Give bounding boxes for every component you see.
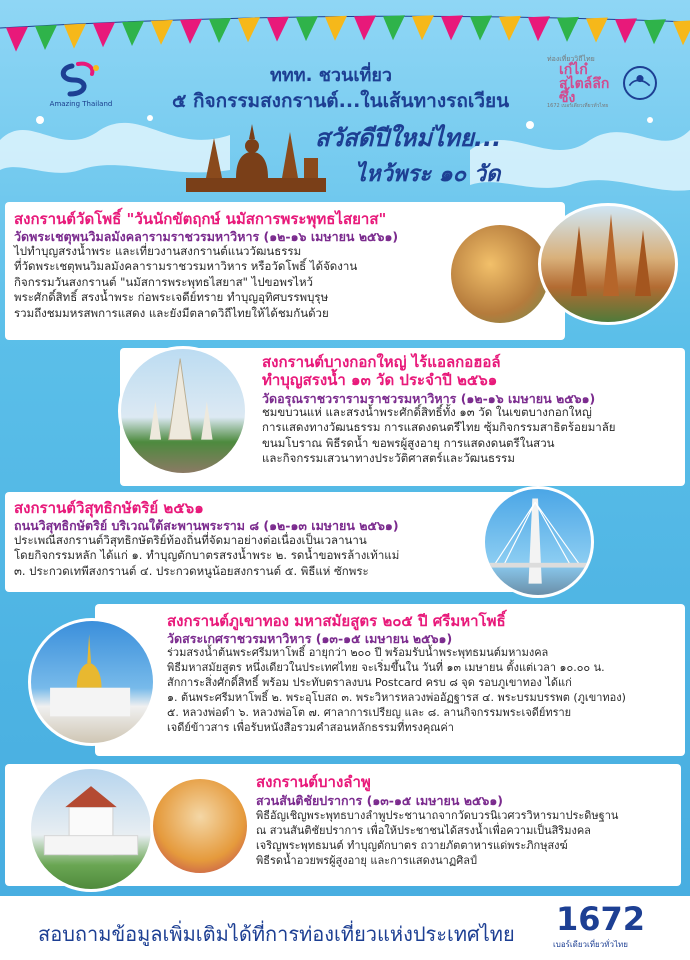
body-line: รวมถึงชมมหรสพการแสดง และยังมีตลาดวิถีไทยให้ได้ชมกันด้วย: [14, 305, 329, 320]
flag: [151, 20, 173, 45]
flag: [499, 16, 521, 41]
flag: [238, 17, 260, 42]
photo-phra-sumen-fort: [28, 766, 154, 892]
footer-hotline-subtitle: เบอร์เดียวเที่ยวทั่วไทย: [553, 940, 628, 949]
flag: [470, 16, 492, 41]
section-title-wat-pho: สงกรานต์วัดโพธิ์ "วันนักขัตฤกษ์ นมัสการพระพุทธไสยาส": [14, 210, 387, 228]
section-body-golden-mount: [167, 645, 626, 735]
flag: [528, 16, 550, 41]
body-line: ๑. ต้นพระศรีมหาโพธิ์ ๒. พระอุโบสถ ๓. พระวิหารหลวงพ่ออัฏฐารส ๔. พระบรมบรรพต (ภูเขาทอง): [167, 691, 626, 704]
body-line: โดยกิจกรรมหลัก ได้แก่ ๑. ทำบุญตักบาตรสรงน้ำพระ ๒. รดน้ำขอพรล้างเท้าแม่: [14, 548, 400, 563]
section-body-wisut-kasat: [14, 533, 399, 579]
section-body-wat-pho: [14, 244, 357, 321]
body-line: ๕. หลวงพ่อดำ ๖. หลวงพ่อโต ๗. ศาลาการเปรียญ และ ๘. ลานกิจกรรมพระเจดีย์ทราย: [167, 706, 572, 719]
body-line: เจดีย์ข้าวสาร เพื่อรับหนังสือรวมคำสอนหลักธรรมที่ทรงคุณค่า: [167, 721, 454, 734]
tat-logo: [547, 54, 677, 110]
body-line: ชมขบวนแห่ และสรงน้ำพระศักดิ์สิทธิ์ทั้ง ๑๓ วัด ในเขตบางกอกใหญ่: [262, 405, 592, 419]
flag: [93, 22, 115, 47]
body-line: พิธีอัญเชิญพระพุทธบางลำพูประชานาถจากวัดบวรนิเวศวรวิหารมาประดิษฐาน: [256, 809, 619, 822]
section-title-bangkok-yai-line2: ทำบุญสรงน้ำ ๑๓ วัด ประจำปี ๒๕๖๑: [262, 371, 498, 389]
section-subtitle-wat-pho: วัดพระเชตุพนวิมลมังคลารามราชวรมหาวิหาร (๑๒-๑๖ เมษายน ๒๕๖๑): [14, 229, 399, 244]
body-line: พิธีมหาสมัยสูตร หนึ่งเดียวในประเทศไทย จะเริ่มขึ้นใน วันที่ ๑๓ เมษายน ตั้งแต่เวลา ๑๐.๐๐ น.: [167, 661, 605, 674]
section-title-bangkok-yai: สงกรานต์บางกอกใหญ่ ไร้แอลกอฮอล์: [262, 353, 501, 371]
body-line: การแสดงทางวัฒนธรรม การแสดงดนตรีไทย ซุ้มกิจกรรมสาธิตร้อยมาลัย: [262, 420, 616, 435]
body-line: พระศักดิ์สิทธิ์ สรงน้ำพระ ก่อพระเจดีย์ทราย ทำบุญอุทิศบรรพบุรุษ: [14, 290, 329, 305]
footer-hotline: 1672: [556, 900, 646, 938]
wat-arun-icon: [121, 349, 245, 473]
flag: [644, 19, 666, 44]
section-title-golden-mount: สงกรานต์ภูเขาทอง มหาสมัยสูตร ๒๐๕ ปี ศรีมหาโพธิ์: [167, 612, 506, 630]
body-line: เจริญพระพุทธมนต์ ทำบุญตักบาตร ถวายภัตตาหารแด่พระภิกษุสงฆ์: [256, 839, 568, 852]
header-line-3: สวัสดีปีใหม่ไทย...: [315, 124, 502, 152]
section-title-wisut-kasat: สงกรานต์วิสุทธิกษัตริย์ ๒๕๖๑: [14, 499, 204, 517]
photo-rama-8-bridge: [482, 486, 594, 598]
tat-logo-top-text: ท่องเที่ยววิถีไทย: [547, 55, 595, 63]
section-title-bang-lamphu: สงกรานต์บางลำพู: [256, 773, 371, 791]
section-subtitle-golden-mount: วัดสระเกศราชวรมหาวิหาร (๑๓-๑๕ เมษายน ๒๕๖๑): [167, 631, 453, 646]
body-line: ณ สวนสันติชัยปราการ เพื่อให้ประชาชนได้สรงน้ำเพื่อความเป็นสิริมงคล: [256, 824, 591, 837]
photo-golden-mount: [28, 618, 156, 746]
header-line-1: ททท. ชวนเที่ยว: [270, 65, 393, 86]
flag: [122, 21, 144, 46]
photo-wat-pho-festival: [448, 222, 552, 326]
temple-silhouette-icon: [186, 118, 326, 192]
body-line: ร่วมสรงน้ำต้นพระศรีมหาโพธิ์ อายุกว่า ๒๐๐ ปี พร้อมรับน้ำพระพุทธมนต์มหามงคล: [167, 646, 549, 659]
body-line: กิจกรรมวันสงกรานต์ "นมัสการพระพุทธไสยาส" ไปขอพรไหว้: [14, 274, 313, 289]
flag: [354, 15, 376, 40]
header-line-2: ๕ กิจกรรมสงกรานต์...ในเส้นทางรถเวียน: [172, 90, 510, 112]
body-line: สักการะสิ่งศักดิ์สิทธิ์ พร้อม ประทับตราลงบน Postcard ครบ ๘ จุด รอบภูเขาทอง ได้แก่: [167, 676, 572, 689]
flag: [412, 15, 434, 40]
golden-chedi-icon: [31, 621, 153, 743]
flag: [6, 27, 28, 52]
footer-message: สอบถามข้อมูลเพิ่มเติมได้ที่การท่องเที่ยวแห่งประเทศไทย: [38, 922, 515, 946]
flag: [383, 15, 405, 40]
flag: [267, 17, 289, 42]
flag: [64, 24, 86, 49]
header-line-4: ไหว้พระ ๑๐ วัด: [355, 162, 501, 187]
tat-logo-bottom-text: 1672 เบอร์เดียวเที่ยวทั่วไทย: [547, 103, 609, 109]
photo-wat-pho-temple: [538, 203, 678, 325]
footer-bar: [0, 896, 690, 960]
body-line: ที่วัดพระเชตุพนวิมลมังคลารามราชวรมหาวิหาร หรือวัดโพธิ์ ได้จัดงาน: [14, 259, 358, 274]
bridge-icon: [485, 489, 591, 595]
flag: [441, 15, 463, 40]
body-line: ไปทำบุญสรงน้ำพระ และเที่ยวงานสงกรานต์แนววัฒนธรรม: [14, 244, 302, 258]
section-subtitle-wisut-kasat: ถนนวิสุทธิกษัตริย์ บริเวณใต้สะพานพระราม ๘ (๑๒-๑๓ เมษายน ๒๕๖๑): [14, 518, 399, 533]
section-subtitle-bangkok-yai: วัดอรุณราชวรารามราชวรมหาวิหาร (๑๒-๑๖ เมษายน ๒๕๖๑): [262, 391, 596, 406]
flag: [209, 18, 231, 43]
photo-wat-arun: [118, 346, 248, 476]
photo-bathing-buddha: [150, 776, 250, 876]
body-line: และกิจกรรมเสวนาทางประวัติศาสตร์และวัฒนธรรม: [262, 451, 515, 466]
tat-logo-brand-text: เก๋ไก๋สไตล์ลึกซึ้ง: [559, 62, 610, 106]
flag: [180, 19, 202, 44]
section-body-bangkok-yai: [262, 405, 616, 467]
body-line: พิธีรดน้ำอวยพรผู้สูงอายุ และการแสดงนาฏศิลป์: [256, 854, 477, 867]
flag: [325, 16, 347, 41]
body-line: ๓. ประกวดเทพีสงกรานต์ ๔. ประกวดหนูน้อยสงกรานต์ ๕. พิธีแห่ ซักพระ: [14, 563, 369, 578]
flag: [557, 17, 579, 42]
body-line: ประเพณีสงกรานต์วิสุทธิกษัตริย์ท้องถิ่นที่จัดมาอย่างต่อเนื่องเป็นเวลานาน: [14, 533, 367, 547]
fort-icon: [31, 769, 151, 889]
flag: [296, 16, 318, 41]
amazing-thailand-logo-text: Amazing Thailand: [49, 100, 113, 108]
tat-emblem-icon: [623, 66, 657, 100]
section-subtitle-bang-lamphu: สวนสันติชัยปราการ (๑๓-๑๕ เมษายน ๒๕๖๑): [256, 793, 504, 808]
amazing-thailand-logo-mark: [42, 60, 120, 100]
amazing-thailand-logo: [42, 60, 120, 122]
section-body-bang-lamphu: [256, 808, 618, 868]
flag: [35, 25, 57, 50]
temple-spire-icon: [541, 206, 678, 325]
body-line: ขนมโบราณ พิธีรดน้ำ ขอพรผู้สูงอายุ การแสดงดนตรีในสวน: [262, 435, 555, 450]
flag: [673, 20, 690, 45]
flag: [615, 18, 637, 43]
flag: [586, 18, 608, 43]
